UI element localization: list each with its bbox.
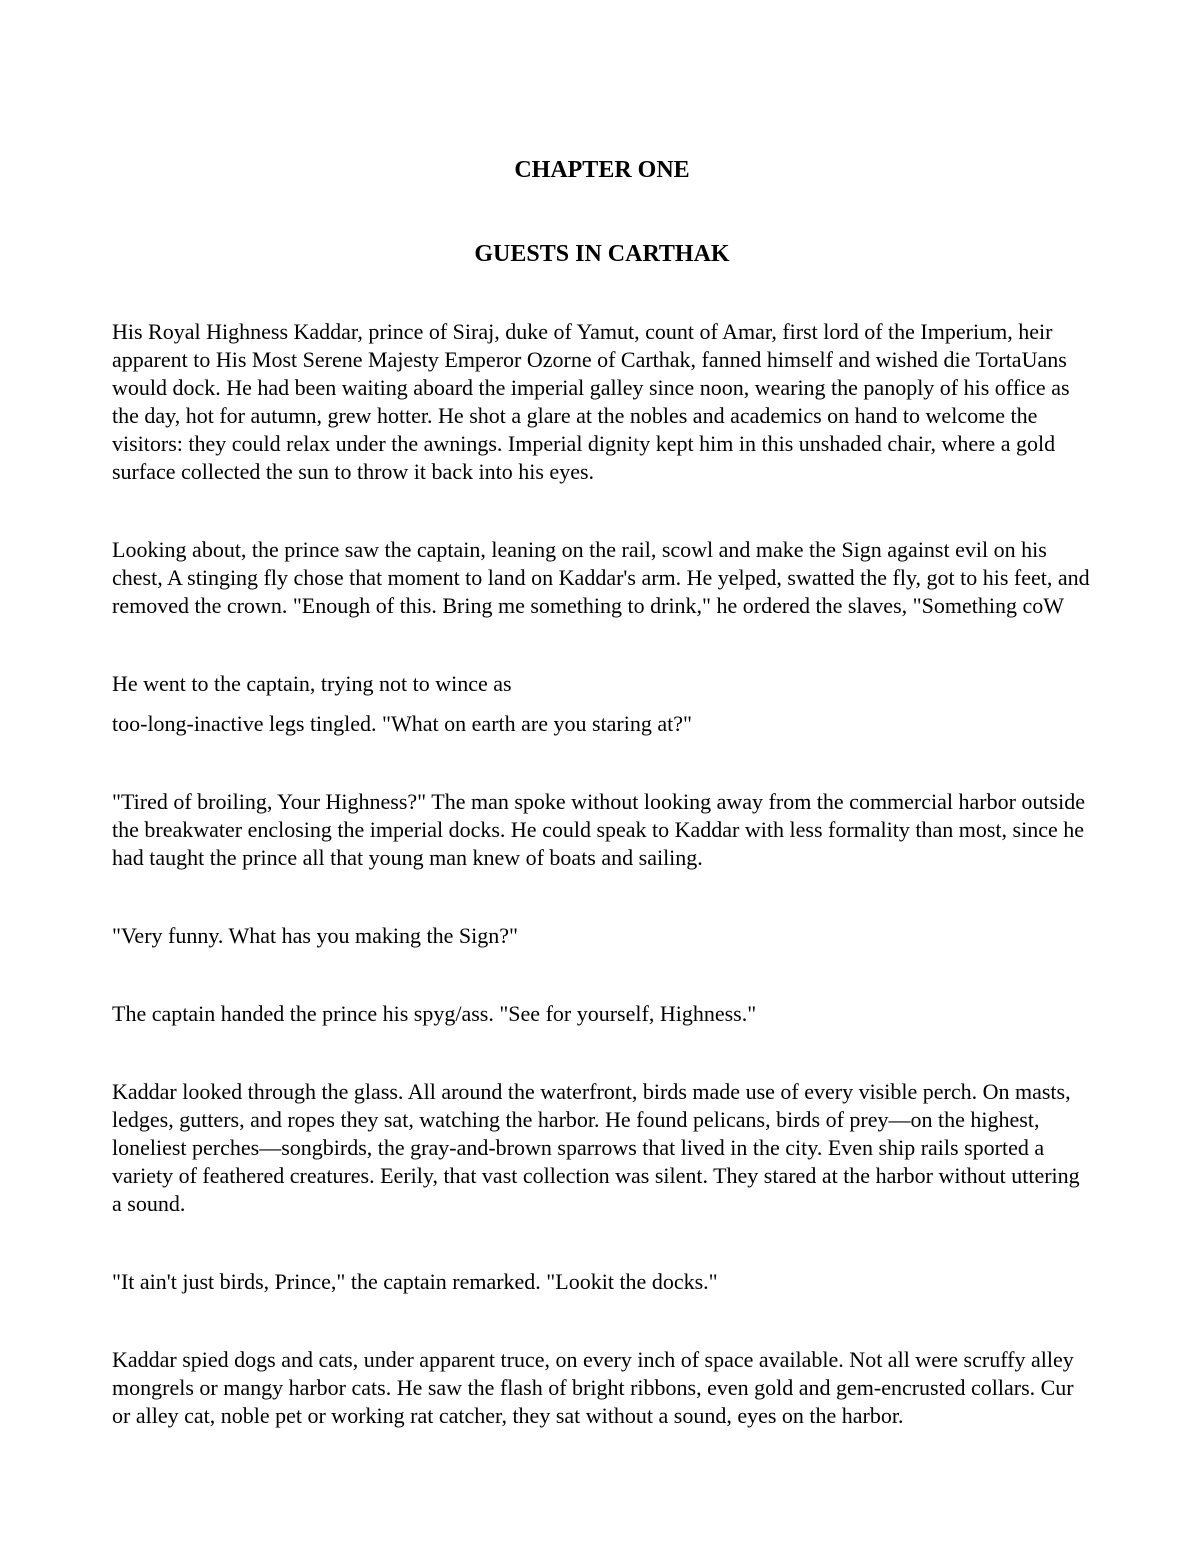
section-heading: GUESTS IN CARTHAK	[474, 241, 730, 267]
paragraph-not-just-birds: "It ain't just birds, Prince," the captain remarked. "Lookit the docks."	[112, 1269, 718, 1294]
paragraph-birds: Kaddar looked through the glass. All around the waterfront, birds made use of every visible perch. On masts, ledges, gutters, and ropes they sat, watching the harbor. He found pelicans, birds of prey—on the highest, loneliest perches—songbirds, the gray-and-brown sparrows that lived in the city. Even ship rails sported a variety of feathered creatures. Eerily, that vast collection was silent. They stared at the harbor without uttering a sound.	[112, 1079, 1080, 1216]
paragraph-intro: His Royal Highness Kaddar, prince of Siraj, duke of Yamut, count of Amar, first lord of the Imperium, heir apparent to His Most Serene Majesty Emperor Ozorne of Carthak, fanned himself and wished die TortaUans would dock. He had been waiting aboard the imperial galley since noon, wearing the panoply of his office as the day, hot for autumn, grew hotter. He shot a glare at the nobles and academics on hand to welcome the visitors: they could relax under the awnings. Imperial dignity kept him in this unshaded chair, where a gold surface collected the sun to throw it back into his eyes.	[112, 319, 1070, 484]
paragraph-went-to-captain: He went to the captain, trying not to wince as	[112, 671, 512, 696]
paragraph-very-funny: "Very funny. What has you making the Sign?"	[112, 923, 518, 948]
paragraph-dogs-and-cats: Kaddar spied dogs and cats, under apparent truce, on every inch of space available. Not all were scruffy alley mongrels or mangy harbor cats. He saw the flash of bright ribbons, even gold and gem-encrusted collars. Cur or alley cat, noble pet or working rat catcher, they sat without a sound, eyes on the harbor.	[112, 1347, 1074, 1428]
chapter-heading: CHAPTER ONE	[514, 157, 690, 183]
paragraph-legs-tingled: too-long-inactive legs tingled. "What on earth are you staring at?"	[112, 711, 692, 736]
paragraph-tired-of-broiling: "Tired of broiling, Your Highness?" The man spoke without looking away from the commercial harbor outside the breakwater enclosing the imperial docks. He could speak to Kaddar with less formality than most, since he had taught the prince all that young man knew of boats and sailing.	[112, 789, 1085, 870]
paragraph-looking-about: Looking about, the prince saw the captain, leaning on the rail, scowl and make the Sign against evil on his chest, A stinging fly chose that moment to land on Kaddar's arm. He yelped, swatted the fly, got to his feet, and removed the crown. "Enough of this. Bring me something to drink," he ordered the slaves, "Something coW	[112, 537, 1090, 618]
paragraph-spyglass: The captain handed the prince his spyg/ass. "See for yourself, Highness."	[112, 1001, 757, 1026]
